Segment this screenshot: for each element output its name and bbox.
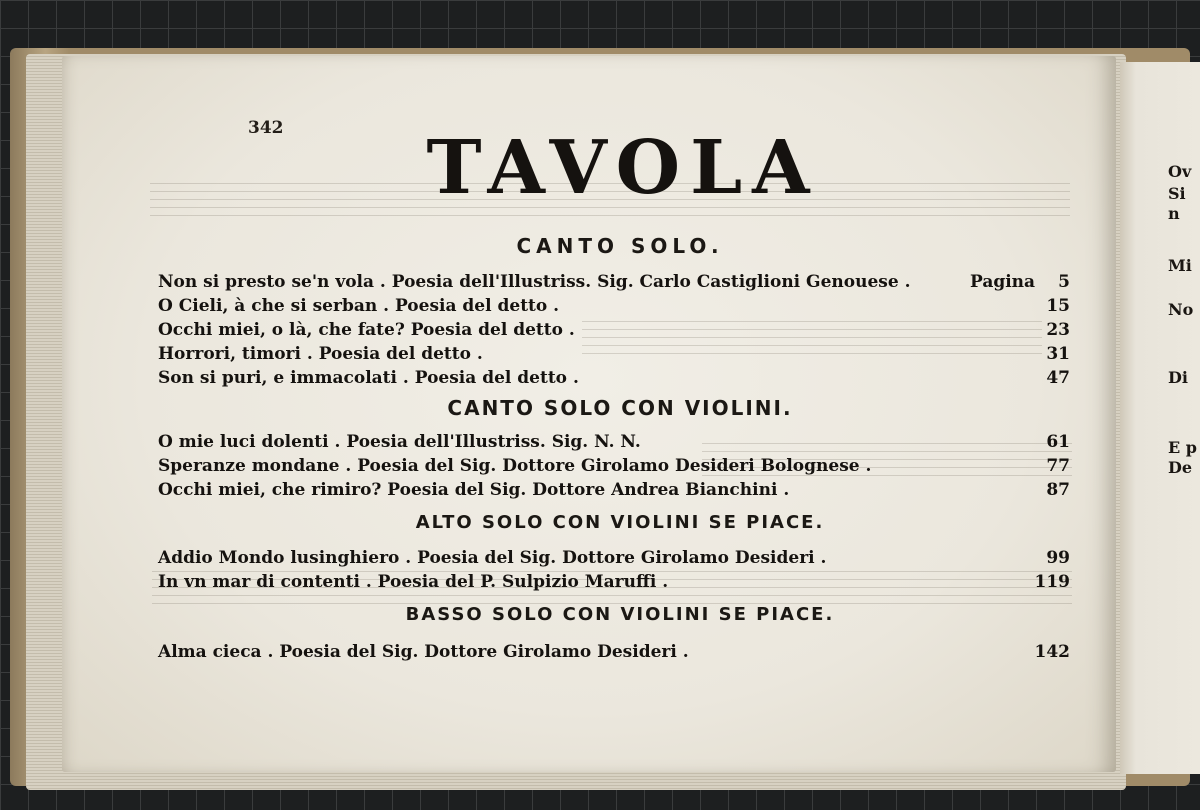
entry-title: Son si puri, e immacolati . Poesia del detto . [158,368,579,388]
list-item [158,368,1070,392]
entry-page: 47 [1046,368,1070,388]
list-item [158,296,1070,320]
facing-page-text: Mi [1168,256,1192,275]
entry-page: 77 [1046,456,1070,476]
entry-page: 87 [1046,480,1070,500]
list-item [158,480,1070,504]
page-title: TAVOLA [426,125,820,211]
entry-title: Occhi miei, o là, che fate? Poesia del detto . [158,320,575,340]
list-item [158,572,1070,596]
entry-page: 15 [1046,296,1070,316]
entry-title: Addio Mondo lusinghiero . Poesia del Sig. Dottore Girolamo Desideri . [158,548,827,568]
facing-page-text: No [1168,300,1194,319]
entry-title: Speranze mondane . Poesia del Sig. Dottore Girolamo Desideri Bolognese . [158,456,872,476]
section-heading: CANTO SOLO. [516,234,724,258]
section-heading: CANTO SOLO CON VIOLINI. [447,396,793,420]
entry-page: 23 [1046,320,1070,340]
entry-title: Alma cieca . Poesia del Sig. Dottore Girolamo Desideri . [158,642,689,662]
list-item [158,344,1070,368]
entry-title: In vn mar di contenti . Poesia del P. Sulpizio Maruffi . [158,572,669,592]
list-item [158,642,1070,666]
list-item [158,456,1070,480]
section-heading: BASSO SOLO CON VIOLINI SE PIACE. [405,604,835,625]
section-heading: ALTO SOLO CON VIOLINI SE PIACE. [415,512,825,533]
entry-title: Occhi miei, che rimiro? Poesia del Sig. Dottore Andrea Bianchini . [158,480,790,500]
entry-page: 31 [1046,344,1070,364]
facing-page-text: E p [1168,438,1197,457]
entry-page: 142 [1034,642,1070,662]
entry-page: 5 [1058,272,1070,292]
entry-title: O Cieli, à che si serban . Poesia del detto . [158,296,560,316]
entry-page: 119 [1034,572,1070,592]
entry-page: 99 [1046,548,1070,568]
entry-title: Horrori, timori . Poesia del detto . [158,344,483,364]
page-number: 342 [248,118,284,138]
list-item [158,320,1070,344]
list-item [158,548,1070,572]
list-item [158,272,1070,296]
facing-page-text: Di [1168,368,1188,387]
entry-page: 61 [1046,432,1070,452]
facing-page-text: De [1168,458,1193,477]
entry-title: Non si presto se'n vola . Poesia dell'Illustriss. Sig. Carlo Castiglioni Genouese . [158,272,911,292]
pagina-label: Pagina [970,272,1036,292]
list-item [158,432,1070,456]
facing-page-text: Si n [1168,184,1186,223]
entry-title: O mie luci dolenti . Poesia dell'Illustriss. Sig. N. N. [158,432,641,452]
facing-page-text: Ov [1168,162,1192,181]
